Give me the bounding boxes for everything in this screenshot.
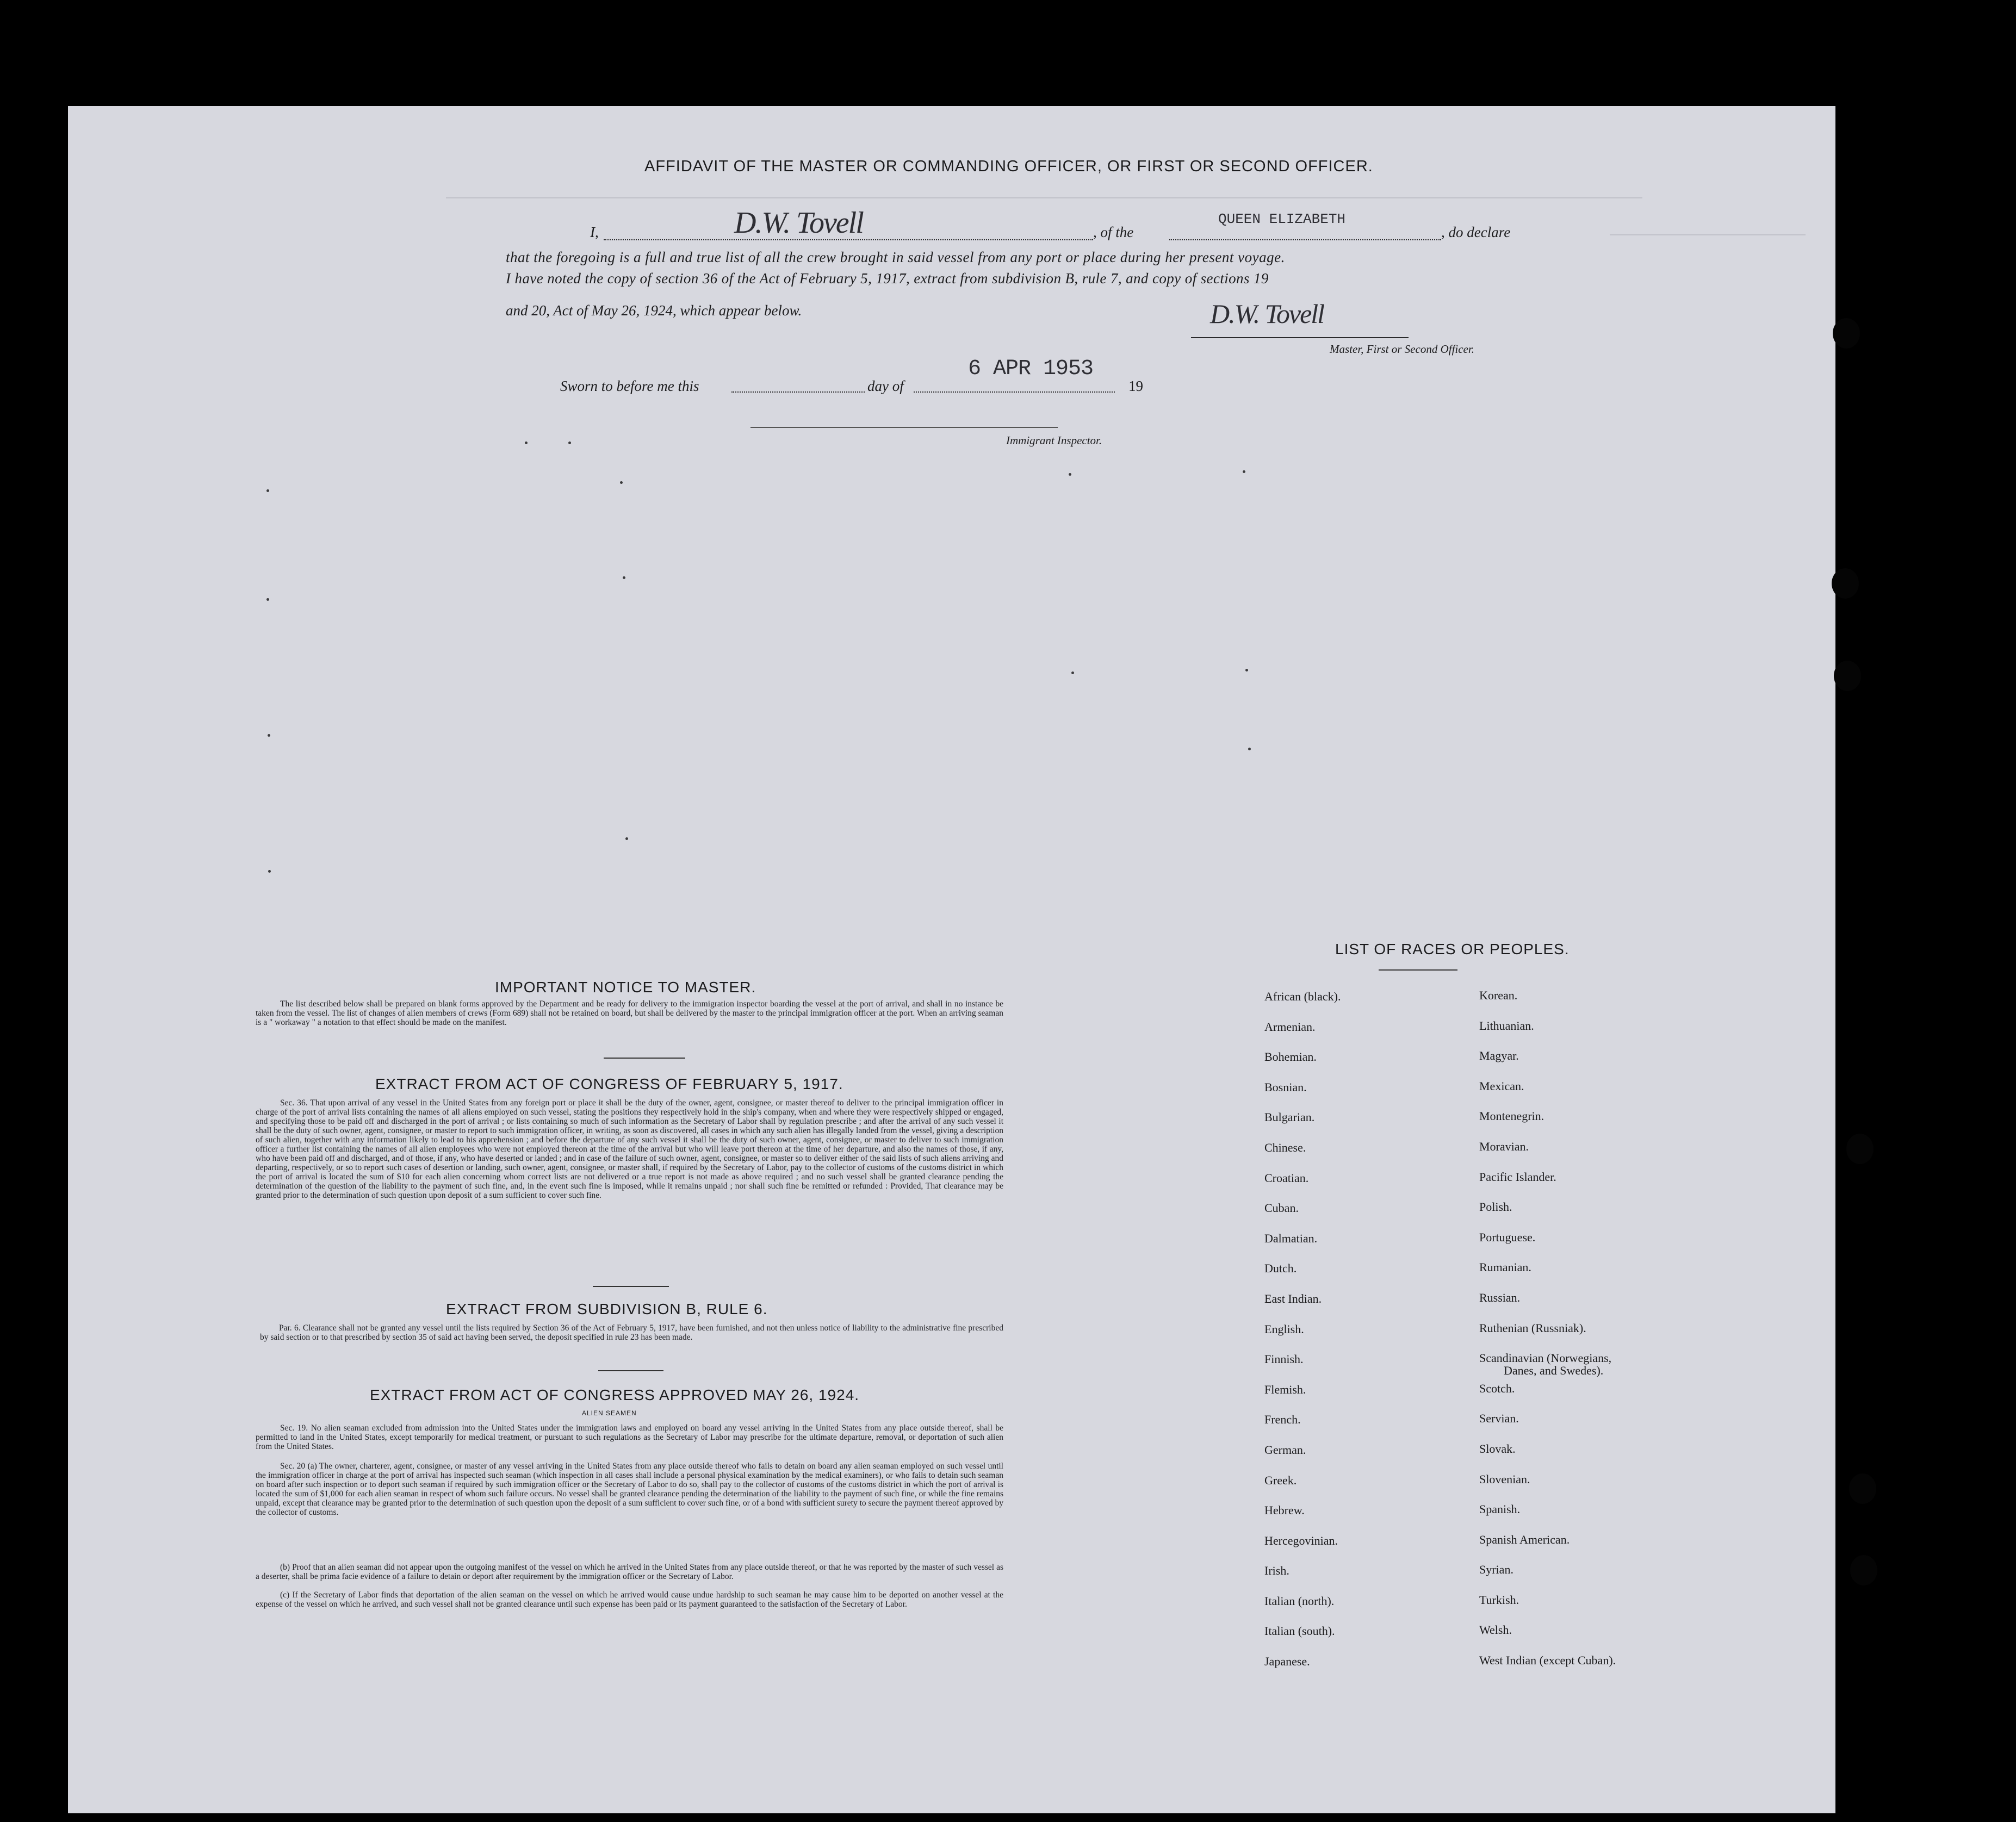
- scandinavian-continuation: Danes, and Swedes).: [1504, 1364, 1604, 1377]
- faint-dot: [266, 489, 269, 492]
- vessel-name: QUEEN ELIZABETH: [1218, 211, 1346, 227]
- race-item: Irish.: [1264, 1564, 1289, 1578]
- race-item: Slovenian.: [1479, 1472, 1530, 1486]
- race-item: French.: [1264, 1413, 1301, 1427]
- race-item: Russian.: [1479, 1290, 1521, 1304]
- race-item: German.: [1264, 1442, 1306, 1457]
- extract-rule6-title: EXTRACT FROM SUBDIVISION B, RULE 6.: [446, 1301, 768, 1317]
- faint-dot: [625, 837, 628, 840]
- extract-1924-subtitle: ALIEN SEAMEN: [582, 1409, 637, 1417]
- race-item: Italian (north).: [1264, 1594, 1335, 1608]
- bleed-through-line: [1610, 234, 1806, 235]
- year-prefix: 19: [1128, 378, 1143, 394]
- extract-rule6-body: Par. 6. Clearance shall not be granted any vessel until the lists required by Section 36 of the Act of February 5, 1917, have been furnished, and not then unless notice of liability to the administrative fine prescribed by said section or to that prescribed by section 35 of said act having been served, the deposit specified in rule 23 has been made.: [260, 1323, 1003, 1342]
- race-item: Montenegrin.: [1479, 1109, 1544, 1123]
- race-item: Japanese.: [1264, 1655, 1310, 1669]
- race-item: Dalmatian.: [1264, 1231, 1318, 1245]
- races-title: LIST OF RACES OR PEOPLES.: [1335, 941, 1570, 957]
- notice-body: The list described below shall be prepared on blank forms approved by the Department and be ready for delivery to the immigration inspector boarding the vessel at the port of arrival, and shall in no instance be taken from the vessel. The list of changes of alien members of crews (Form 689) shall not be retained on board, but shall be delivered by the master to the principal immigration officer at the port. When an arriving seaman is a " workaway " a notation to that effect should be made on the manifest.: [256, 999, 1003, 1027]
- section-divider: [593, 1286, 669, 1287]
- inspector-caption: Immigrant Inspector.: [1006, 434, 1102, 447]
- declaration-line-2: that the foregoing is a full and true list of all the crew brought in said vessel from any port or place during her present voyage.: [506, 249, 1285, 265]
- race-item: Hebrew.: [1264, 1503, 1305, 1518]
- race-item: Dutch.: [1264, 1261, 1297, 1276]
- sworn-day-blank[interactable]: [731, 391, 865, 393]
- i-prefix: I,: [590, 224, 599, 240]
- race-item: Croatian.: [1264, 1171, 1309, 1185]
- races-right-column: [1479, 988, 1616, 1684]
- affidavit-title: AFFIDAVIT OF THE MASTER OR COMMANDING OFFICER, OR FIRST OR SECOND OFFICER.: [644, 158, 1373, 175]
- race-item: English.: [1264, 1322, 1304, 1336]
- race-item: Finnish.: [1264, 1352, 1304, 1366]
- faint-dot: [266, 598, 269, 601]
- punch-hole: [1846, 1134, 1874, 1164]
- faint-dot: [1248, 748, 1251, 750]
- declaration-line-4: and 20, Act of May 26, 1924, which appear below.: [506, 302, 802, 319]
- race-item: Bohemian.: [1264, 1050, 1317, 1064]
- day-of-label: day of: [867, 378, 904, 394]
- inspector-signature-line: [750, 427, 1058, 428]
- race-item: Turkish.: [1479, 1593, 1519, 1607]
- section-divider: [1379, 969, 1457, 971]
- date-stamp: 6 APR 1953: [968, 357, 1094, 381]
- race-item: Lithuanian.: [1479, 1018, 1534, 1033]
- race-item: Korean.: [1479, 988, 1518, 1002]
- vessel-blank[interactable]: [1169, 239, 1441, 240]
- race-item: Pacific Islander.: [1479, 1170, 1556, 1184]
- race-item: Welsh.: [1479, 1623, 1512, 1637]
- race-item: Ruthenian (Russniak).: [1479, 1321, 1586, 1335]
- master-caption: Master, First or Second Officer.: [1330, 343, 1474, 356]
- extract-1924-title: EXTRACT FROM ACT OF CONGRESS APPROVED MAY 26, 1924.: [370, 1386, 860, 1403]
- race-item: East Indian.: [1264, 1291, 1322, 1305]
- notice-title: IMPORTANT NOTICE TO MASTER.: [495, 979, 756, 996]
- faint-dot: [1245, 669, 1248, 671]
- bleed-through-line: [446, 197, 1642, 198]
- race-item: Scandinavian (Norwegians,: [1479, 1351, 1612, 1365]
- race-item: Spanish American.: [1479, 1532, 1570, 1546]
- race-item: West Indian (except Cuban).: [1479, 1653, 1616, 1668]
- extract-1924-sec20c: (c) If the Secretary of Labor finds that deportation of the alien seaman on the vessel on which he arrived would cause undue hardship to such seaman he may cause him to be deported on another vessel at the expense of the vessel on which he arrived, and such vessel shall not be granted clearance until such expense has been paid or its payment guaranteed to the satisfaction of the Secretary of Labor.: [256, 1590, 1003, 1609]
- punch-hole: [1834, 661, 1861, 691]
- faint-dot: [623, 576, 625, 579]
- faint-dot: [1069, 473, 1071, 476]
- race-item: Bosnian.: [1264, 1080, 1307, 1094]
- faint-dot: [1071, 671, 1074, 674]
- faint-dot: [268, 870, 271, 873]
- extract-1924-sec20a: Sec. 20 (a) The owner, charterer, agent, consignee, or master of any vessel arriving in the United States from any place outside thereof who fails to detain on board any alien seaman employed on such vessel until the immigration officer in charge at the port of arrival has inspected such seaman (which inspection in all cases shall include a personal physical examination by the medical examiners), or who fails to detain such seaman on board after such inspection or to deport such seaman if required by such immigration officer or the Secretary of Labor to do so, shall pay to the collector of customs of the customs district in which the port of arrival is located the sum of $1,000 for each alien seaman in respect of whom such failure occurs. No vessel shall be granted clearance pending the determination of the liability to the payment of such fine, or while the fine remains unpaid, except that clearance may be granted prior to the determination of such question upon the deposit of a sum sufficient to cover such fine, or of a bond with sufficient surety to secure the payment thereof approved by the collector of customs.: [256, 1462, 1003, 1517]
- faint-dot: [568, 441, 571, 444]
- section-divider: [604, 1058, 685, 1059]
- punch-hole: [1832, 568, 1859, 599]
- master-signature: D.W. Tovell: [1210, 299, 1324, 329]
- punch-hole: [1833, 318, 1860, 349]
- race-item: Italian (south).: [1264, 1624, 1335, 1638]
- race-item: African (black).: [1264, 990, 1341, 1003]
- race-item: Moravian.: [1479, 1139, 1529, 1153]
- extract-1917-title: EXTRACT FROM ACT OF CONGRESS OF FEBRUARY 5, 1917.: [375, 1075, 843, 1092]
- punch-hole: [1850, 1555, 1877, 1585]
- race-item: Chinese.: [1264, 1140, 1306, 1154]
- race-item: Servian.: [1479, 1411, 1519, 1426]
- extract-1924-sec19: Sec. 19. No alien seaman excluded from admission into the United States under the immigration laws and employed on board any vessel arriving in the United States from any place outside thereof, shall be permitted to land in the United States, except temporarily for medical treatment, or pursuant to such regulations as the Secretary of Labor may prescribe for the ultimate departure, removal, or deportation of such alien from the United States.: [256, 1423, 1003, 1451]
- race-item: Slovak.: [1479, 1441, 1516, 1456]
- faint-dot: [620, 481, 623, 484]
- race-item: Greek.: [1264, 1473, 1297, 1487]
- faint-dot: [268, 734, 270, 737]
- race-item: Flemish.: [1264, 1382, 1306, 1396]
- master-signature-line: [1191, 337, 1409, 338]
- signature-name: D.W. Tovell: [734, 206, 863, 240]
- declaration-line-3: I have noted the copy of section 36 of the Act of February 5, 1917, extract from subdivision B, rule 7, and copy of sections 19: [506, 270, 1269, 287]
- sworn-prefix: Sworn to before me this: [560, 378, 699, 394]
- faint-dot: [525, 441, 528, 444]
- extract-1924-sec20b: (b) Proof that an alien seaman did not appear upon the outgoing manifest of the vessel on which he arrived in the United States from any place outside thereof, or that he was reported by the master of such vessel as a deserter, shall be prima facie evidence of a failure to detain or deport after requirement by the immigration officer or the Secretary of Labor.: [256, 1563, 1003, 1581]
- race-item: Cuban.: [1264, 1201, 1299, 1215]
- do-declare-label: , do declare: [1441, 224, 1511, 240]
- races-left-column: [1264, 990, 1341, 1685]
- race-item: Polish.: [1479, 1200, 1512, 1214]
- race-item: Portuguese.: [1479, 1230, 1536, 1244]
- race-item: Syrian.: [1479, 1563, 1513, 1577]
- race-item: Mexican.: [1479, 1079, 1524, 1093]
- punch-hole: [1849, 1473, 1876, 1504]
- race-item: Bulgarian.: [1264, 1110, 1315, 1124]
- race-item: Scotch.: [1479, 1381, 1515, 1395]
- of-the-label: , of the: [1093, 224, 1134, 240]
- race-item: Rumanian.: [1479, 1260, 1531, 1274]
- sworn-month-blank[interactable]: [914, 391, 1115, 393]
- section-divider: [598, 1370, 663, 1371]
- race-item: Hercegovinian.: [1264, 1533, 1338, 1547]
- race-item: Magyar.: [1479, 1049, 1519, 1063]
- extract-1917-body: Sec. 36. That upon arrival of any vessel in the United States from any foreign port or place it shall be the duty of the owner, agent, consignee, or master thereof to deliver to the principal immigration officer in charge of the port of arrival lists containing the names of all aliens employed on such vessel, stating the positions they respectively hold in the ship's company, when and where they were respectively shipped or engaged, and specifying those to be paid off and discharged in the port of arrival ; or lists containing so much of such information as the Secretary of Labor shall by regulation prescribe ; and after the arrival of any such vessel it shall be the duty of such owner, agent, consignee, or master to report to such immigration officer, in writing, as soon as discovered, all cases in which any such alien has illegally landed from the vessel, giving a description of such alien, together with any information likely to lead to his apprehension ; and before the departure of any such vessel it shall be the duty of such owner, agent, consignee, or master to deliver to such immigration officer a further list containing the names of all alien employees who were not employed thereon at the time of the arrival but who will leave port thereon at the time of her departure, and also the names of those, if any, who have been paid off and discharged, and of those, if any, who have deserted or landed ; and in case of the failure of such owner, agent, consignee, or master so to deliver either of the said lists of such aliens arriving and departing, respectively, or so to report such cases of desertion or landing, such owner, agent, consignee, or master shall, if required by the Secretary of Labor, pay to the collector of customs of the customs district in which the port of arrival is located the sum of $10 for each alien concerning whom correct lists are not delivered or a true report is not made as above required ; and no such vessel shall be granted clearance pending the determination of the question of the liability to the payment of such fine, and, in the event such fine is imposed, while it remains unpaid ; nor shall such fine be remitted or refunded : Provided, That clearance may be granted prior to the determination of such question upon deposit of a sum sufficient to cover such fine.: [256, 1098, 1003, 1200]
- race-item: Spanish.: [1479, 1502, 1521, 1516]
- faint-dot: [1243, 470, 1245, 473]
- race-item: Armenian.: [1264, 1019, 1316, 1034]
